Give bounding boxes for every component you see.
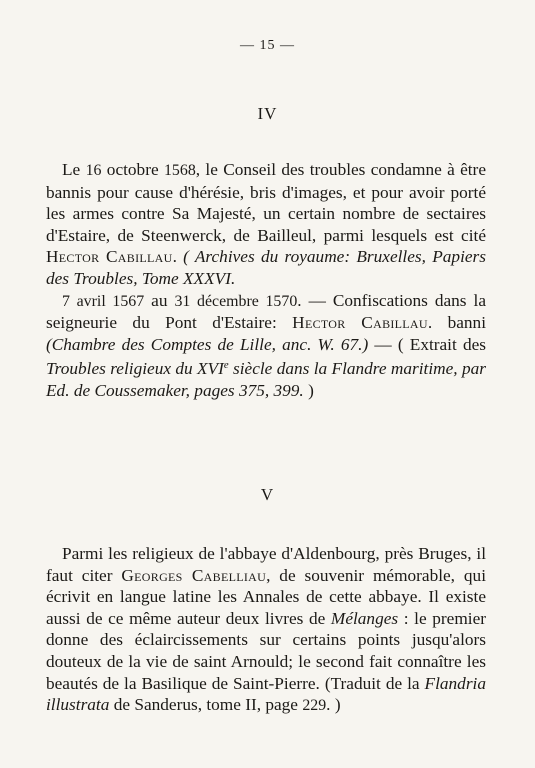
section-v-paragraph (46, 543, 486, 717)
text-run: au (144, 290, 175, 310)
section-v-body (46, 543, 486, 717)
text-run: octobre (101, 160, 164, 179)
date-start: 7 avril 1567 (62, 292, 145, 310)
book-title-melanges: Mélanges (330, 608, 399, 628)
page-reference: 229 (302, 697, 327, 715)
text-run: de Sanderus, tome II, page (109, 695, 303, 715)
text-run: . — Confiscations dans la seigneurie du Pont d'Estaire: (46, 290, 486, 333)
text-run: ) (303, 380, 314, 400)
person-name-hector-cabillau: Hector Cabillau (292, 313, 428, 333)
text-run: . (172, 247, 184, 267)
person-name-hector-cabillau: Hector Cabillau (46, 247, 173, 267)
text-run: — ( Extrait des (368, 334, 486, 354)
section-iv-body (46, 159, 486, 401)
page-number: — 15 — (240, 38, 295, 53)
text-run: : le premier donne des éclaircissements sur certains points jusqu'alors douteux de la vie de saint Arnould; le second fait connaître les beautés de la Basilique de Saint-Pierre. (Traduit de la (46, 608, 486, 693)
book-title-flandria-illustrata: Flandria illustrata (46, 673, 486, 715)
century-superscript: e (223, 359, 229, 372)
person-name-georges-cabelliau: Georges Cabelliau (121, 565, 267, 585)
archive-citation: ( Archives du royaume: Bruxelles, Papiers des Troubles, Tome XXXVI. (46, 247, 486, 288)
troubles-citation-title: Troubles religieux du XVI (46, 359, 224, 379)
text-run: Parmi les religieux de l'abbaye d'Aldenbourg, près Bruges, il faut citer (46, 544, 486, 585)
date-year: 1568 (163, 162, 196, 179)
text-run: , de souvenir mémorable, qui écrivit en langue latine les Annales de cette abbaye. Il existe aussi de ce même auteur deux livres de (46, 565, 486, 628)
date-end: 31 décembre 1570 (174, 292, 298, 310)
chambre-citation: (Chambre des Comptes de Lille, anc. W. 67.) (46, 334, 369, 354)
section-iv-paragraph-2 (46, 290, 486, 402)
troubles-citation-rest: siècle dans la Flandre maritime, par Ed. de Coussemaker, pages 375, 399. (46, 359, 486, 400)
text-run: . banni (427, 313, 486, 333)
section-iv-paragraph-1 (46, 159, 486, 290)
text-run: , le Conseil des troubles condamne à être bannis pour cause d'hérésie, bris d'images, et pour avoir porté les armes contre Sa Majesté, un certain nombre de sectaires d'Estaire, de Steenwerck, de Bailleul, parmi lesquels est cité (46, 160, 486, 245)
section-heading-v: V (260, 485, 275, 504)
section-heading-iv: IV (257, 104, 278, 123)
text-run: Le (62, 160, 86, 179)
date-day: 16 (85, 162, 102, 179)
text-run: . ) (326, 695, 341, 715)
